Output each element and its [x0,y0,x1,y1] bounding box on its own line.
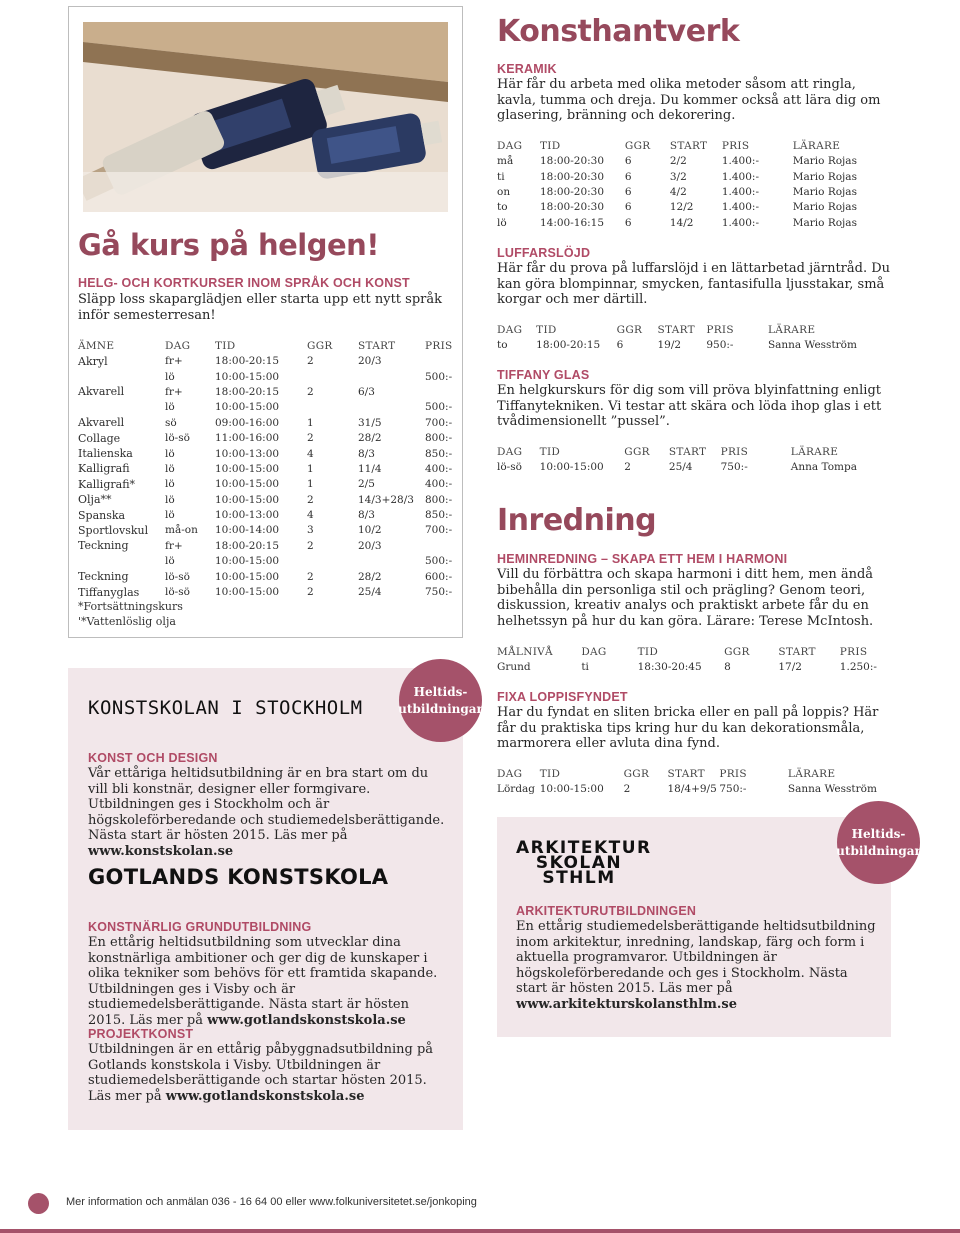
table-cell: 1 [307,462,314,475]
table-cell: Collage [78,431,121,445]
table-cell: 950:- [706,339,734,352]
table-cell: 31/5 [358,416,382,429]
footnote-continuation: *Fortsättningskurs [78,600,183,613]
table-cell: 18:00-20:15 [215,355,280,368]
column-header: START [667,767,705,780]
table-cell: 6 [624,170,632,183]
table-cell: lö-sö [497,461,522,474]
table-cell [358,369,425,384]
tiffany-text: En helgkurskurs för dig som vill pröva blyinfattning enligt Tiffanytekniken. Vi testar att skära och löda ihop glas i ett tvådimensionellt ”pussel”. [497,383,882,429]
table-row [497,184,857,199]
table-cell: 1.400:- [721,155,759,168]
table-cell: 10:00-13:00 [215,447,280,460]
table-cell: 18:00-20:30 [539,170,605,183]
table-cell: 8/3 [358,509,375,522]
table-header-row [497,322,857,338]
projektkonst-heading: PROJEKTKONST [88,1027,194,1041]
table-cell: Kalligrafi* [78,477,136,491]
table-cell: Mario Rojas [792,185,857,198]
table-row [78,354,453,369]
table-cell: lö [165,509,175,522]
column-header: TID [539,139,561,152]
column-header: DAG [497,445,523,458]
tiffany-heading: TIFFANY GLAS [497,368,590,382]
table-cell: 8/3 [358,447,375,460]
table-cell [425,538,453,553]
table-header-row [497,138,857,154]
table-cell: 2 [307,539,314,552]
table-cell: Mario Rojas [792,155,857,168]
column-header: DAG [497,767,523,780]
weekend-courses-table [78,338,453,600]
table-cell: 10:00-13:00 [215,509,280,522]
table-row [497,338,857,353]
table-cell: 1.400:- [721,201,759,214]
table-cell: Kalligrafi [78,462,130,476]
table-cell: lö [165,555,175,568]
table-cell: to [497,201,508,214]
column-header: DAG [581,645,607,658]
badge-line1: Heltids- [851,826,906,841]
table-cell: 4/2 [669,185,687,198]
column-header: GGR [616,323,643,336]
table-cell: 10:00-15:00 [215,586,280,599]
table-cell: 6 [624,201,632,214]
table-cell: Spanska [78,508,126,522]
column-header: GGR [624,445,650,458]
table-row [78,492,453,507]
table-cell: 18:00-20:30 [539,185,605,198]
konstskolan-link[interactable]: www.konstskolan.se [88,843,234,859]
table-cell: 2 [307,432,314,445]
table-cell: Grund [497,661,531,674]
table-row [78,554,453,569]
table-row [78,569,453,584]
table-cell: 10:00-15:00 [539,783,604,796]
footnote-watersoluble: '*Vattenlöslig olja [78,615,176,628]
column-header: PRIS [706,323,734,336]
table-cell: 14/2 [669,216,694,229]
table-cell: lö-sö [165,432,190,445]
column-header: START [358,339,396,352]
table-cell: 2 [307,385,314,398]
table-cell: 2 [623,783,631,796]
table-cell: lö [165,370,175,383]
table-row [78,507,453,522]
table-row [497,460,857,475]
fulltime-badge-konstskolan [399,659,482,742]
table-cell: 2 [307,493,314,506]
table-cell: 6 [616,339,624,352]
table-cell: 1.400:- [721,185,759,198]
table-cell: fr+ [165,385,183,398]
table-cell: 600:- [425,570,453,583]
table-cell: lö-sö [165,586,190,599]
heminredning-schedule-table [497,644,877,675]
table-cell: 10:00-15:00 [215,462,280,475]
paint-tubes-photo [83,22,448,212]
table-cell: 10/2 [358,524,382,537]
table-cell: 400:- [425,462,453,475]
table-cell [425,384,453,399]
arkitektur-link[interactable]: www.arkitekturskolansthlm.se [516,996,737,1012]
keramik-schedule-table [497,138,857,230]
left-box-subtitle: HELG- OCH KORTKURSER INOM SPRÅK OCH KONST [78,276,410,290]
table-cell [358,400,425,415]
table-cell: fr+ [165,539,183,552]
table-header-row [78,338,453,354]
paint-tubes-illustration [83,22,448,212]
arkitekturskolan-logo [516,838,652,888]
table-cell: sö [165,416,177,429]
footer-bar [0,1229,960,1233]
table-cell: 6 [624,216,632,229]
table-cell: ti [581,661,589,674]
column-header: PRIS [721,139,750,152]
table-cell: Sanna Wesström [767,339,857,352]
grundutbildning-heading: KONSTNÄRLIG GRUNDUTBILDNING [88,920,312,934]
table-cell: 25/4 [668,461,693,474]
keramik-text: Här får du arbeta med olika metoder såsom att ringla, kavla, tumma och dreja. Du kommer också att lära dig om glasering, bränning och dekorering. [497,77,881,123]
table-cell: 25/4 [358,586,382,599]
table-cell: 10:00-15:00 [539,461,604,474]
table-cell: lö-sö [165,570,190,583]
table-row [497,782,877,797]
table-cell: 1 [307,478,314,491]
table-cell: Lördag [497,783,536,796]
table-cell: 2/2 [669,155,687,168]
table-cell: 28/2 [358,432,382,445]
table-cell: 500:- [425,555,453,568]
table-cell: 10:00-15:00 [215,401,280,414]
table-row [78,461,453,476]
table-cell: Anna Tompa [790,461,857,474]
table-cell: lö [165,478,175,491]
table-cell [78,554,165,569]
column-header: TID [637,645,659,658]
loppis-text: Har du fyndat en sliten bricka eller en pall på loppis? Här får du praktiska tips kring hur du kan dekorationsmåla, marmorera eller avluta dina fynd. [497,705,879,751]
column-header: LÄRARE [767,323,816,336]
column-header: PRIS [425,339,453,352]
keramik-heading: KERAMIK [497,62,557,76]
column-header: START [669,139,708,152]
column-header: PRIS [720,445,749,458]
konstskolan-logo: KONSTSKOLAN I STOCKHOLM [88,697,363,719]
grundutbildning-text [88,935,450,1028]
table-cell: 500:- [425,370,453,383]
badge-line1: Heltids- [413,684,468,699]
table-cell [307,369,358,384]
konst-och-design-body: Vår ettåriga heltidsutbildning är en bra start om du vill bli konstnär, designer eller formgivare. Utbildningen ges i Stockholm och är högskoleförberedande och studiemedelsberättigande. Nästa start är hösten 2015. Läs mer på [88,766,445,843]
column-header: DAG [497,139,523,152]
table-cell: 800:- [425,432,453,445]
table-row [497,169,857,184]
table-cell: Teckning [78,539,129,553]
table-cell: 750:- [719,783,747,796]
table-cell: 700:- [425,524,453,537]
column-header: LÄRARE [790,445,839,458]
table-cell: 6 [624,185,632,198]
table-cell: 11/4 [358,462,382,475]
luffarslojd-schedule-table [497,322,857,353]
table-cell: 10:00-15:00 [215,478,280,491]
column-header: PRIS [839,645,868,658]
column-header: GGR [724,645,750,658]
table-cell: 750:- [425,586,453,599]
table-cell: 4 [307,509,314,522]
table-cell: 18:00-20:30 [539,155,605,168]
left-box-intro: Släpp loss skaparglädjen eller starta upp ett nytt språk inför semesterresan! [78,292,442,323]
table-row [78,415,453,430]
table-row [78,446,453,461]
column-header: TID [539,445,561,458]
table-cell: 17/2 [778,661,802,674]
column-header: PRIS [719,767,747,780]
table-cell: 19/2 [657,339,682,352]
column-header: START [657,323,695,336]
table-cell: 10:00-15:00 [215,370,280,383]
table-cell: Teckning [78,570,129,584]
table-cell: Olja** [78,493,112,507]
table-cell: 18/4+9/5 [667,783,717,796]
table-cell: 28/2 [358,570,382,583]
table-cell: 2 [307,586,314,599]
table-cell: 800:- [425,493,453,506]
column-header: DAG [497,323,523,336]
arkitekturutbildningen-heading: ARKITEKTURUTBILDNINGEN [516,904,697,918]
table-cell: 14/3+28/3 [358,493,414,506]
column-header: TID [215,339,236,352]
loppis-heading: FIXA LOPPISFYNDET [497,690,628,704]
table-row [497,200,857,215]
table-cell: 500:- [425,401,453,414]
column-header: LÄRARE [787,767,836,780]
table-cell: 10:00-14:00 [215,524,280,537]
column-header: ÄMNE [78,339,115,352]
table-cell: on [497,185,511,198]
table-cell: Akvarell [78,416,125,430]
gotlands-konstskola-logo: GOTLANDS KONSTSKOLA [88,865,389,889]
luffarslojd-text: Här får du prova på luffarslöjd i en lättarbetad järntråd. Du kan göra blompinnar, smycken, fantasifulla ljusstakar, små korgar och mer därtill. [497,261,891,307]
grundutbildning-body: En ettårig heltidsutbildning som utvecklar dina konstnärliga ambitioner och ger dig de kunskaper i olika tekniker som behövs för ett framtida skapande. Utbildningen ges i Visby och är studiemedelsberättigande. Nästa start är hösten 2015. Läs mer på [88,935,438,1028]
konsthantverk-title: Konsthantverk [497,14,740,49]
table-cell: 18:00-20:15 [215,385,280,398]
arkitekturutbildningen-body: En ettårig studiemedelsberättigande heltidsutbildning inom arkitektur, inredning, landskap, färg och form i aktuella programvaror. Utbildningen är högskoleförberedande och ges i Stockholm. Nästa start är hösten 2015. Läs mer på [516,919,876,996]
table-cell [307,400,358,415]
gotland-link-1[interactable]: www.gotlandskonstskola.se [207,1012,406,1028]
konst-och-design-heading: KONST OCH DESIGN [88,751,218,765]
table-cell: 2 [307,355,314,368]
table-row [497,154,857,169]
table-cell: 1.250:- [839,661,877,674]
table-cell: 4 [307,447,314,460]
table-row [78,430,453,445]
column-header: DAG [165,339,191,352]
table-cell: 1.400:- [721,216,759,229]
table-cell: 3 [307,524,314,537]
table-cell: Sanna Wesström [787,783,877,796]
column-header: GGR [307,339,333,352]
table-row [78,584,453,599]
badge-line2: utbildningar [398,701,483,716]
table-header-row [497,444,857,460]
table-cell [425,354,453,369]
column-header: GGR [623,767,650,780]
table-cell: Mario Rojas [792,201,857,214]
badge-line2: utbildningar [836,843,921,858]
konst-och-design-text [88,766,448,859]
table-row [78,400,453,415]
table-cell [78,400,165,415]
footer-contact-info: Mer information och anmälan 036 - 16 64 00 eller www.folkuniversitetet.se/jonkoping [66,1196,477,1208]
table-cell: lö [165,493,175,506]
column-header: TID [536,323,557,336]
table-cell: to [497,339,508,352]
table-cell: lö [497,216,507,229]
inredning-title: Inredning [497,503,657,538]
table-cell: 400:- [425,478,453,491]
heminredning-text: Vill du förbättra och skapa harmoni i ditt hem, men ändå bibehålla din personliga stil och prägling? Genom teori, diskussion, kreativ analys och praktiskt arbete får du en helhetssyn på hur du kan göra. Lärare: Terese McIntosh. [497,567,874,629]
table-cell: 2 [307,570,314,583]
projektkonst-body: Utbildningen är en ettårig påbyggnadsutbildning på Gotlands konstskola i Visby. Utbildningen är studiemedelsberättigande och startar hösten 2015. Läs mer på [88,1042,434,1104]
table-cell: 18:00-20:15 [536,339,601,352]
table-cell: Akvarell [78,385,125,399]
table-cell: 2/5 [358,478,375,491]
table-cell: 1.400:- [721,170,759,183]
table-row [497,215,857,230]
table-cell: Mario Rojas [792,216,857,229]
table-cell [78,369,165,384]
table-cell: 6 [624,155,632,168]
logo-line-sthlm: STHLM [542,868,616,888]
table-cell: lö [165,462,175,475]
table-cell: Akryl [78,354,108,368]
footer-dot [28,1193,49,1214]
projektkonst-text [88,1042,448,1104]
table-cell: Italienska [78,447,133,461]
table-row [78,369,453,384]
table-cell: 10:00-15:00 [215,570,280,583]
arkitekturutbildningen-text [516,919,876,1012]
heminredning-heading: HEMINREDNING – SKAPA ETT HEM I HARMONI [497,552,788,566]
table-cell: 8 [724,661,731,674]
logo-line-arkitektur: ARKITEKTUR [516,838,652,858]
table-header-row [497,766,877,782]
table-row [78,538,453,553]
table-cell: 850:- [425,447,453,460]
table-cell: 11:00-16:00 [215,432,280,445]
table-cell: Mario Rojas [792,170,857,183]
table-cell: 10:00-15:00 [215,555,280,568]
table-header-row [497,644,877,660]
table-cell [307,554,358,569]
column-header: MÅLNIVÅ [497,645,553,658]
table-cell: 1 [307,416,314,429]
table-cell: lö [165,401,175,414]
table-cell: 12/2 [669,201,694,214]
column-header: LÄRARE [792,139,841,152]
table-cell: 2 [624,461,631,474]
column-header: TID [539,767,561,780]
table-cell: 14:00-16:15 [539,216,605,229]
table-row [78,477,453,492]
luffarslojd-heading: LUFFARSLÖJD [497,246,591,260]
table-cell: 18:00-20:30 [539,201,605,214]
logo-line-skolan: SKOLAN [535,853,623,873]
table-cell: 6/3 [358,385,375,398]
table-cell: 18:30-20:45 [637,661,702,674]
table-cell: må [497,155,514,168]
table-cell: fr+ [165,355,183,368]
table-cell: 09:00-16:00 [215,416,280,429]
loppis-schedule-table [497,766,877,797]
table-cell: 20/3 [358,539,382,552]
column-header: START [668,445,707,458]
table-cell: Tiffanyglas [78,585,140,599]
table-row [497,660,877,675]
table-cell: må-on [165,524,198,537]
table-row [78,384,453,399]
left-box-title: Gå kurs på helgen! [78,228,380,262]
table-cell: 700:- [425,416,453,429]
tiffany-schedule-table [497,444,857,475]
table-row [78,523,453,538]
table-cell: lö [165,447,175,460]
table-cell: 18:00-20:15 [215,539,280,552]
column-header: START [778,645,816,658]
table-cell: ti [497,170,505,183]
table-cell: 3/2 [669,170,687,183]
table-cell: 10:00-15:00 [215,493,280,506]
table-cell [358,554,425,569]
table-cell: 750:- [720,461,748,474]
fulltime-badge-arkitektur [837,801,920,884]
table-cell: 850:- [425,509,453,522]
gotland-link-2[interactable]: www.gotlandskonstskola.se [165,1088,365,1104]
table-cell: Sportlovskul [78,523,149,537]
table-cell: 20/3 [358,355,382,368]
column-header: GGR [624,139,651,152]
